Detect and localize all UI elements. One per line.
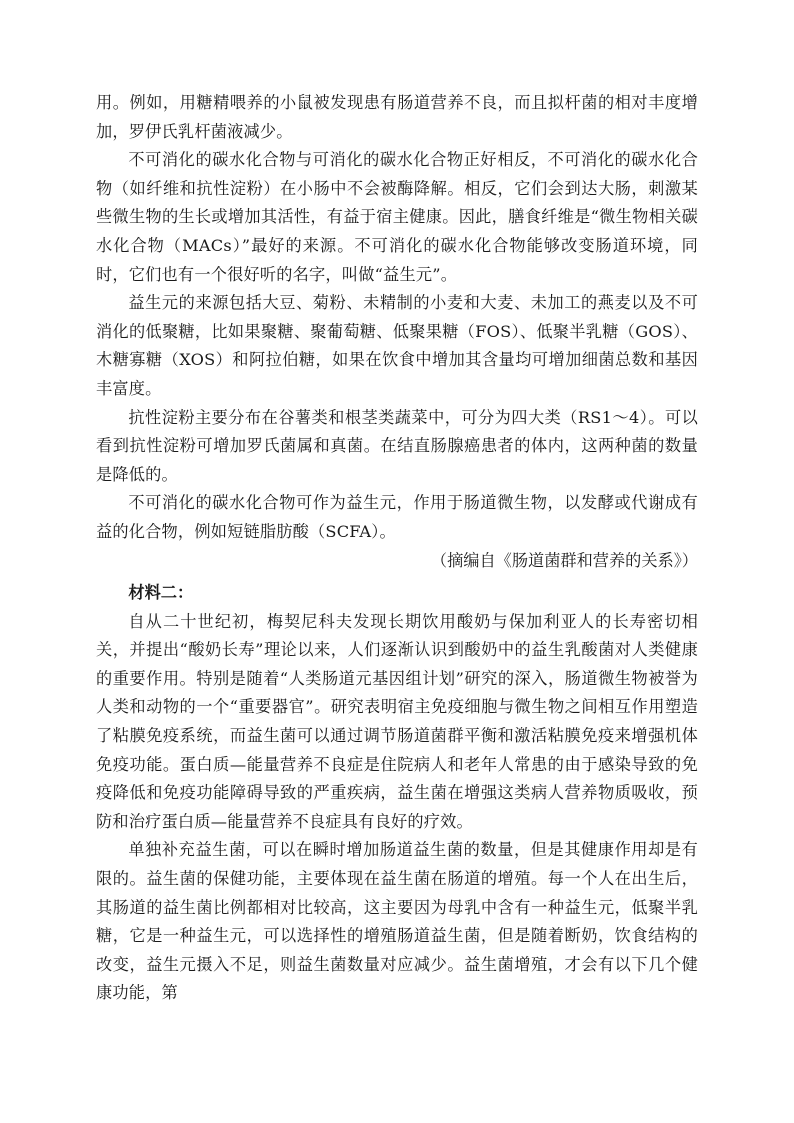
paragraph-resistant-starch: 抗性淀粉主要分布在谷薯类和根茎类蔬菜中，可分为四大类（RS1～4）。可以看到抗性淀粉可增加罗氏菌属和真菌。在结直肠腺癌患者的体内，这两种菌的数量是降低的。: [96, 407, 698, 484]
paragraph-continuation: 用。例如，用糖精喂养的小鼠被发现患有肠道营养不良，而且拟杆菌的相对丰度增加，罗伊氏乳杆菌液减少。: [96, 93, 698, 141]
paragraph-indigestible-carbs: 不可消化的碳水化合物与可消化的碳水化合物正好相反，不可消化的碳水化合物（如纤维和抗性淀粉）在小肠中不会被酶降解。相反，它们会到达大肠，刺激某些微生物的生长或增加其活性，有益于宿主健康。因此，膳食纤维是“微生物相关碳水化合物（MACs）”最好的来源。不可消化的碳水化合物能够改变肠道环境，同时，它们也有一个很好听的名字，叫做“益生元”。: [96, 150, 698, 284]
paragraph-prebiotic-sources: 益生元的来源包括大豆、菊粉、未精制的小麦和大麦、未加工的燕麦以及不可消化的低聚糖，比如果聚糖、聚葡萄糖、低聚果糖（FOS）、低聚半乳糖（GOS）、木糖寡糖（XOS）和阿拉伯糖，如果在饮食中增加其含量均可增加细菌总数和基因丰富度。: [96, 293, 698, 398]
document-page: [96, 89, 698, 1008]
material-two-heading: 材料二：: [128, 583, 194, 603]
paragraph-scfa: 不可消化的碳水化合物可作为益生元，作用于肠道微生物，以发酵或代谢成有益的化合物，例如短链脂肪酸（SCFA）。: [96, 493, 698, 541]
source-citation: （摘编自《肠道菌群和营养的关系》）: [430, 550, 698, 570]
paragraph-yogurt-longevity: 自从二十世纪初，梅契尼科夫发现长期饮用酸奶与保加利亚人的长寿密切相关，并提出“酸奶长寿”理论以来，人们逐渐认识到酸奶中的益生乳酸菌对人类健康的重要作用。特别是随着“人类肠道元基因组计划”研究的深入，肠道微生物被誉为人类和动物的一个“重要器官”。研究表明宿主免疫细胞与微生物之间相互作用塑造了粘膜免疫系统，而益生菌可以通过调节肠道菌群平衡和激活粘膜免疫来增强机体免疫功能。蛋白质—能量营养不良症是住院病人和老年人常患的由于感染导致的免疫降低和免疫功能障碍导致的严重疾病，益生菌在增强这类病人营养物质吸收，预防和治疗蛋白质—能量营养不良症具有良好的疗效。: [96, 611, 698, 831]
paragraph-probiotic-supplement: 单独补充益生菌，可以在瞬时增加肠道益生菌的数量，但是其健康作用却是有限的。益生菌的保健功能，主要体现在益生菌在肠道的增殖。每一个人在出生后，其肠道的益生菌比例都相对比较高，这主要因为母乳中含有一种益生元，低聚半乳糖，它是一种益生元，可以选择性的增殖肠道益生菌，但是随着断奶，饮食结构的改变，益生元摄入不足，则益生菌数量对应减少。益生菌增殖，才会有以下几个健康功能，第: [96, 840, 698, 1003]
